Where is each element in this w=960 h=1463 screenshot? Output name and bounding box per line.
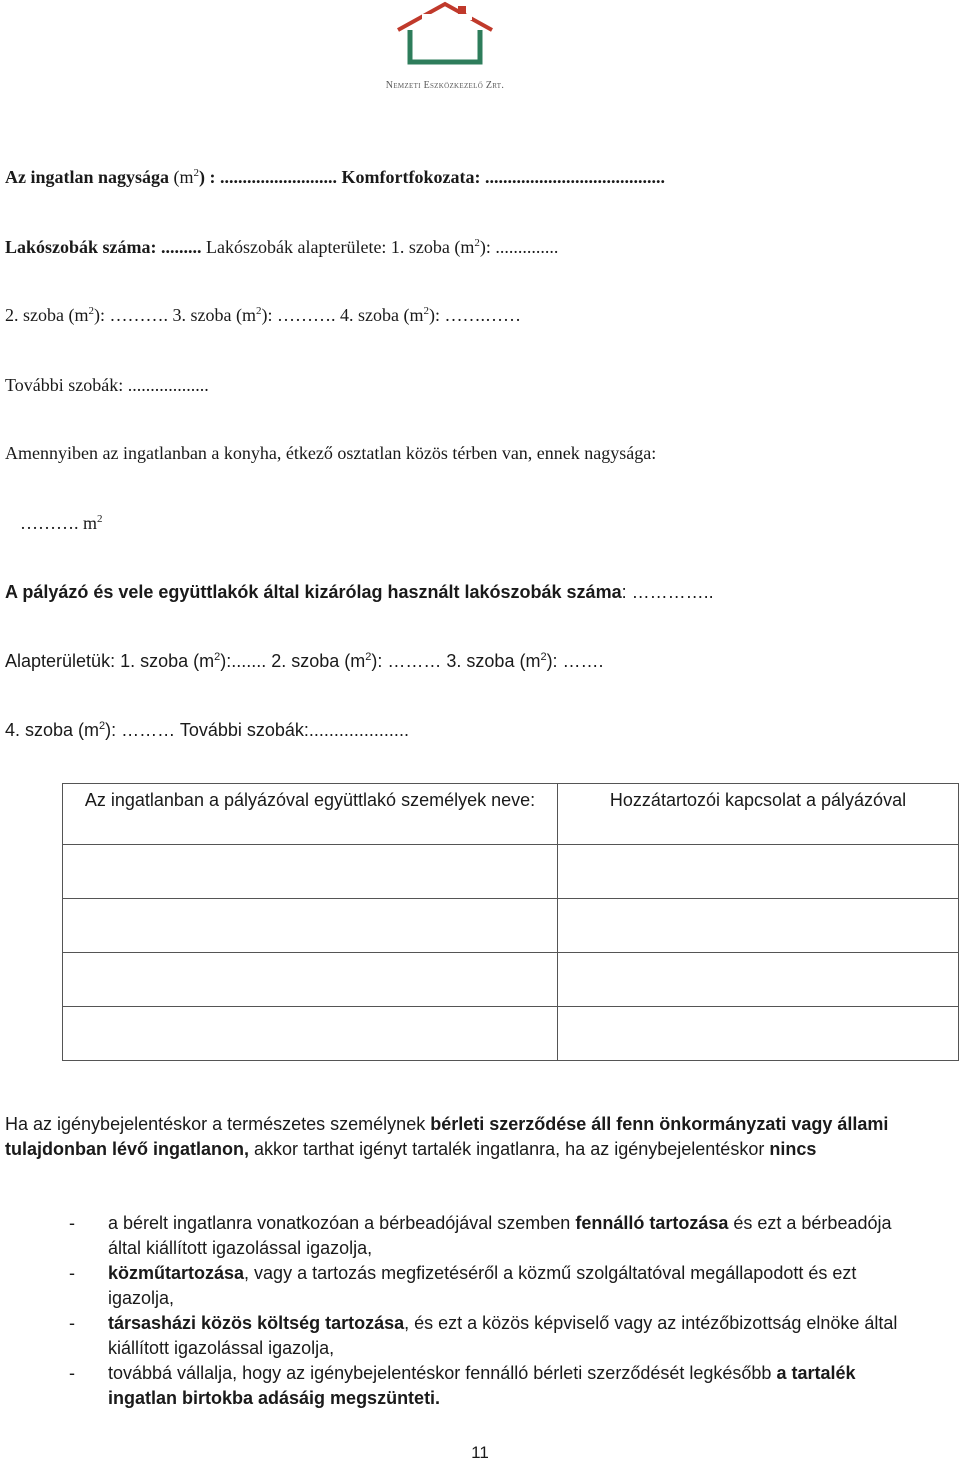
eligibility-paragraph	[5, 1112, 905, 1162]
name-cell[interactable]	[63, 953, 558, 1007]
relation-cell[interactable]	[558, 953, 959, 1007]
dash-bullet: -	[69, 1263, 75, 1283]
unit-sup: 2	[193, 167, 200, 179]
room4-value: ): …….……	[428, 305, 521, 325]
house-roof-logo-icon	[392, 0, 498, 80]
unit-sup: 2	[423, 305, 429, 317]
line-kitchen: Amennyiben az ingatlanban a konyha, étkező osztatlan közös térben van, ennek nagysága:	[5, 443, 657, 463]
list-item	[5, 1361, 905, 1411]
page-number: 11	[471, 1443, 489, 1462]
cohabitants-table	[62, 783, 959, 1061]
area2-label: ):....... 2. szoba (m	[220, 651, 366, 671]
table-row[interactable]	[63, 899, 959, 953]
list-item	[5, 1211, 905, 1261]
used-rooms-value: : …………..	[621, 582, 714, 602]
para-text: Ha az igénybejelentéskor a természetes személynek	[5, 1114, 431, 1134]
room-area-label: Lakószobák alapterülete: 1. szoba (m	[201, 237, 475, 257]
relation-cell[interactable]	[558, 899, 959, 953]
unit-sup: 2	[365, 651, 372, 663]
room2-label: 2. szoba (m	[5, 305, 89, 325]
comfort-level-label: ) : .......................... Komfortfokozata: ........................................	[199, 167, 665, 187]
item-bold: közműtartozása	[108, 1263, 245, 1283]
unit-sup: 2	[255, 305, 262, 317]
item-text: továbbá vállalja, hogy az igénybejelentéskor fennálló bérleti szerződését legkésőbb	[108, 1363, 777, 1383]
table-header-row	[63, 784, 959, 845]
line-kitchen-size	[20, 512, 103, 534]
line-property-size	[5, 166, 665, 188]
unit-sup: 2	[97, 513, 103, 525]
line-used-areas-2	[5, 719, 409, 741]
dash-bullet: -	[69, 1313, 75, 1333]
line-used-rooms	[5, 581, 714, 603]
room3-label: ): ………. 3. szoba (m	[93, 305, 256, 325]
area4-label: 4. szoba (m	[5, 720, 100, 740]
name-cell[interactable]	[63, 1007, 558, 1061]
room-area-value: ): ..............	[479, 237, 559, 257]
item-text: és ezt a bérbeadója által kiállított igazolással igazolja,	[108, 1213, 892, 1258]
name-cell[interactable]	[63, 845, 558, 899]
para-bold: nincs	[769, 1139, 817, 1159]
logo-text: Nemzeti Eszközkezelő Zrt.	[385, 80, 505, 91]
table-row[interactable]	[63, 953, 959, 1007]
unit-sup: 2	[474, 237, 480, 249]
table-row[interactable]	[63, 1007, 959, 1061]
rooms-count-label: Lakószobák száma: .........	[5, 237, 202, 257]
dash-bullet: -	[69, 1213, 75, 1233]
col-header-relation: Hozzátartozói kapcsolat a pályázóval	[558, 784, 959, 845]
unit-sup: 2	[99, 720, 106, 732]
unit-sup: 2	[88, 305, 94, 317]
name-cell[interactable]	[63, 899, 558, 953]
logo	[360, 0, 530, 100]
relation-cell[interactable]	[558, 845, 959, 899]
other-areas-label: ): ……… További szobák:....................	[105, 720, 409, 740]
item-text: , és ezt a közös képviselő vagy az intézőbizottság elnöke által kiállított igazolással igazolja,	[108, 1313, 898, 1358]
unit-text: (m	[173, 167, 194, 187]
conditions-list	[5, 1211, 905, 1411]
list-item	[5, 1311, 905, 1361]
item-bold: társasházi közös költség tartozása	[108, 1313, 405, 1333]
area3-label: ): ……… 3. szoba (m	[371, 651, 541, 671]
area1-label: Alapterületük: 1. szoba (m	[5, 651, 215, 671]
used-rooms-label: A pályázó és vele együttlakók által kizárólag használt lakószobák száma	[5, 582, 622, 602]
property-size-label: Az ingatlan nagysága	[5, 167, 170, 187]
area3-value: ): …….	[546, 651, 604, 671]
kitchen-size-value: ………. m	[20, 513, 98, 533]
item-text: , vagy a tartozás megfizetéséről a közmű szolgáltatóval megállapodott és ezt igazolja,	[108, 1263, 857, 1308]
line-other-rooms: További szobák: ..................	[5, 375, 209, 395]
line-used-areas	[5, 650, 604, 672]
item-bold: a tartalék ingatlan birtokba adásáig megszünteti.	[108, 1363, 856, 1408]
para-text: akkor tarthat igényt tartalék ingatlanra, ha az igénybejelentéskor	[249, 1139, 770, 1159]
room4-label: ): ………. 4. szoba (m	[261, 305, 424, 325]
item-bold: fennálló tartozása	[575, 1213, 729, 1233]
col-header-name: Az ingatlanban a pályázóval együttlakó személyek neve:	[63, 784, 558, 845]
line-rooms	[5, 236, 558, 258]
line-room-areas	[5, 304, 521, 326]
unit-sup: 2	[214, 651, 221, 663]
list-item	[5, 1261, 905, 1311]
table-row[interactable]	[63, 845, 959, 899]
unit-sup: 2	[540, 651, 547, 663]
para-bold: bérleti szerződése áll fenn önkormányzati vagy állami tulajdonban lévő ingatlanon,	[5, 1114, 889, 1159]
relation-cell[interactable]	[558, 1007, 959, 1061]
dash-bullet: -	[69, 1363, 75, 1383]
item-text: a bérelt ingatlanra vonatkozóan a bérbeadójával szemben	[108, 1213, 576, 1233]
